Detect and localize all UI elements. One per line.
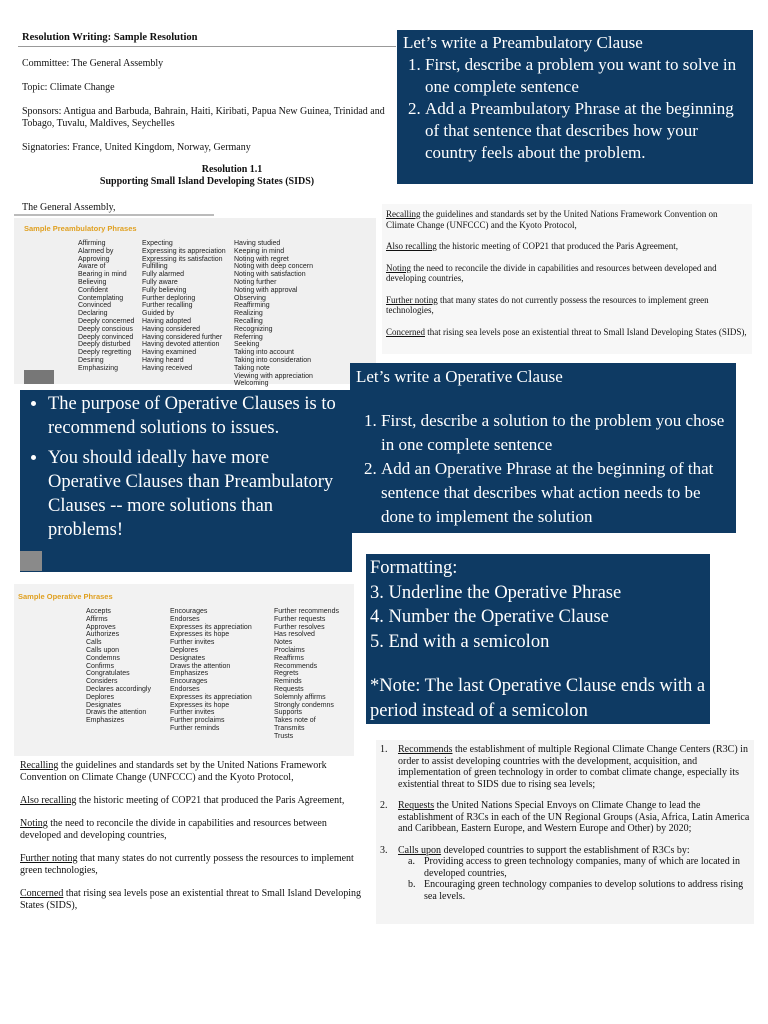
resolution-meta (22, 58, 392, 154)
operative-phrases-col-1: Accepts Affirms Approves Authorizes Calls Calls upon Condemns Confirms Congratulates Considers Declares accordingly Deplores Designates Draws the attention Emphasizes (86, 608, 151, 725)
preamb-clause: Noting the need to reconcile the divide in capabilities and resources between developed and developing countries, (386, 262, 717, 283)
formatting-item-4: 4. Number the Operative Clause (370, 607, 609, 627)
operative-step-1: 1. First, describe a solution to the problem you chose in one complete sentence (381, 409, 732, 457)
preamb-clause: Recalling the guidelines and standards set by the United Nations Framework Convention on Climate Change (UNFCCC) and the Kyoto Protocol, (20, 760, 327, 783)
preamb-clauses-bottom (20, 760, 364, 923)
preamb-clause: Also recalling the historic meeting of COP21 that produced the Paris Agreement, (20, 795, 345, 806)
header-divider (18, 46, 396, 47)
formatting-item-5: 5. End with a semicolon (370, 631, 550, 652)
preamb-clause: Noting the need to reconcile the divide in capabilities and resources between developed and developing countries, (20, 818, 327, 841)
operative-box-title: Let’s write a Operative Clause (356, 367, 563, 386)
topic-line: Topic: Climate Change (22, 82, 115, 93)
operative-clauses (376, 740, 754, 924)
preamb-phrases-col-2: Expecting Expressing its appreciation Expressing its satisfaction Fulfilling Fully alarmed Fully aware Fully believing Further deploring Further recalling Guided by Having adopted Having considered Having considered further Having devoted attention Having examined Having heard Having received (142, 240, 226, 372)
preamb-clause: Further noting that many states do not currently possess the resources to implement green technologies, (386, 294, 709, 315)
preamb-clause: Recalling the guidelines and standards set by the United Nations Framework Convention on Climate Change (UNFCCC) and the Kyoto Protocol, (386, 209, 718, 230)
operative-clause: 2. Requests the United Nations Special Envoys on Climate Change to lead the establishment of R3Cs in each of the UN Regional Groups (Asia, Africa, Latin America and Caribbean, Eastern Europe, and Western Europe and Other) by 2020; (380, 800, 750, 834)
preamb-phrases-panel (14, 218, 376, 388)
operative-phrases-col-2: Encourages Endorses Expresses its appreciation Expresses its hope Further invites Deplores Designates Draws the attention Emphasizes Encourages Endorses Expresses its appreciation Expresses its hope Further invites Further proclaims Further reminds (170, 608, 252, 732)
signatories-line: Signatories: France, United Kingdom, Norway, Germany (22, 142, 251, 153)
resolution-title: Supporting Small Island Developing States (SIDS) (99, 176, 315, 187)
formatting-title: Formatting: (370, 558, 458, 578)
preamb-step-1: 1. First, describe a problem you want to solve in one complete sentence (425, 54, 745, 98)
operative-step-2: 2. Add an Operative Phrase at the beginning of that sentence that describes what action needs to be done to implement the solution (381, 457, 732, 529)
preamb-phrases-title: Sample Preambulatory Phrases (24, 224, 137, 233)
page-title: Resolution Writing: Sample Resolution (22, 32, 198, 43)
sponsors-line: Sponsors: Antigua and Barbuda, Bahrain, Haiti, Kiribati, Papua New Guinea, Trinidad and Tobago, Tuvalu, Maldives, Seychelles (22, 106, 385, 129)
purpose-bullet-1: • The purpose of Operative Clauses is to recommend solutions to issues. (48, 392, 346, 440)
panel-tab-marker (24, 370, 54, 384)
sub-clause: a. Providing access to green technology companies, many of which are located in developed countries, (408, 856, 741, 879)
formatting-item-3: 3. Underline the Operative Phrase (370, 582, 622, 603)
operative-phrases-title: Sample Operative Phrases (18, 592, 113, 601)
preamb-step-2: 2. Add a Preambulatory Phrase at the beginning of that sentence that describes how your country feels about the problem. (425, 98, 745, 164)
general-assembly-line: The General Assembly, (22, 202, 116, 213)
operative-clause: 3. Calls upon developed countries to support the establishment of R3Cs by: a. Providing access to green technology companies, many of which are located in developed countries, b. Encouraging green technology companies to develop solutions to address rising sea levels. (380, 845, 750, 903)
formatting-box (366, 554, 710, 724)
general-assembly-divider (14, 214, 214, 216)
purpose-bullet-2: • You should ideally have more Operative Clauses than Preambulatory Clauses -- more solutions than problems! (48, 446, 346, 542)
sub-clause: b. Encouraging green technology companies to develop solutions to address rising sea levels. (408, 879, 744, 902)
preamb-clause: Further noting that many states do not currently possess the resources to implement green technologies, (20, 853, 354, 876)
preamb-clause: Also recalling the historic meeting of COP21 that produced the Paris Agreement, (386, 241, 678, 251)
resolution-number: Resolution 1.1 (201, 164, 263, 175)
purpose-box-marker (20, 551, 42, 571)
operative-phrases-panel (14, 584, 354, 756)
preamb-box-title: Let’s write a Preambulatory Clause (403, 33, 643, 52)
resolution-header (22, 32, 392, 44)
committee-line: Committee: The General Assembly (22, 58, 164, 69)
purpose-box (20, 390, 352, 572)
formatting-note: *Note: The last Operative Clause ends with a period instead of a semicolon (370, 676, 706, 721)
resolution-title-block (22, 164, 392, 188)
operative-clause: 1. Recommends the establishment of multiple Regional Climate Change Centers (R3C) in order to assist developing countries with the development, acquisition, and implementation of green technology in order to combat climate change, especially its existential threat to SIDS due to rising sea levels; (380, 744, 748, 790)
preamb-instructions-box (397, 30, 753, 184)
preamb-clause: Concerned that rising sea levels pose an existential threat to Small Island Developing States (SIDS), (20, 888, 362, 911)
operative-phrases-col-3: Further recommends Further requests Further resolves Has resolved Notes Proclaims Reaffirms Recommends Regrets Reminds Requests Solemnly affirms Strongly condemns Supports Takes note of Transmits Trusts (274, 608, 339, 740)
preamb-phrases-col-3: Having studied Keeping in mind Noting with regret Noting with deep concern Noting with satisfaction Noting further Noting with approval Observing Reaffirming Realizing Recalling Recognizing Referring Seeking Taking into account Taking into consideration Taking note Viewing with appreciation Welcoming (234, 240, 313, 388)
preamb-clauses-top (382, 204, 752, 354)
preamb-clause: Concerned that rising sea levels pose an existential threat to Small Island Developing States (SIDS), (386, 326, 747, 337)
operative-instructions-box (350, 363, 736, 533)
preamb-phrases-col-1: Affirming Alarmed by Approving Aware of Bearing in mind Believing Confident Contemplating Convinced Declaring Deeply concerned Deeply conscious Deeply convinced Deeply disturbed Deeply regretting Desiring Emphasizing (78, 240, 135, 372)
